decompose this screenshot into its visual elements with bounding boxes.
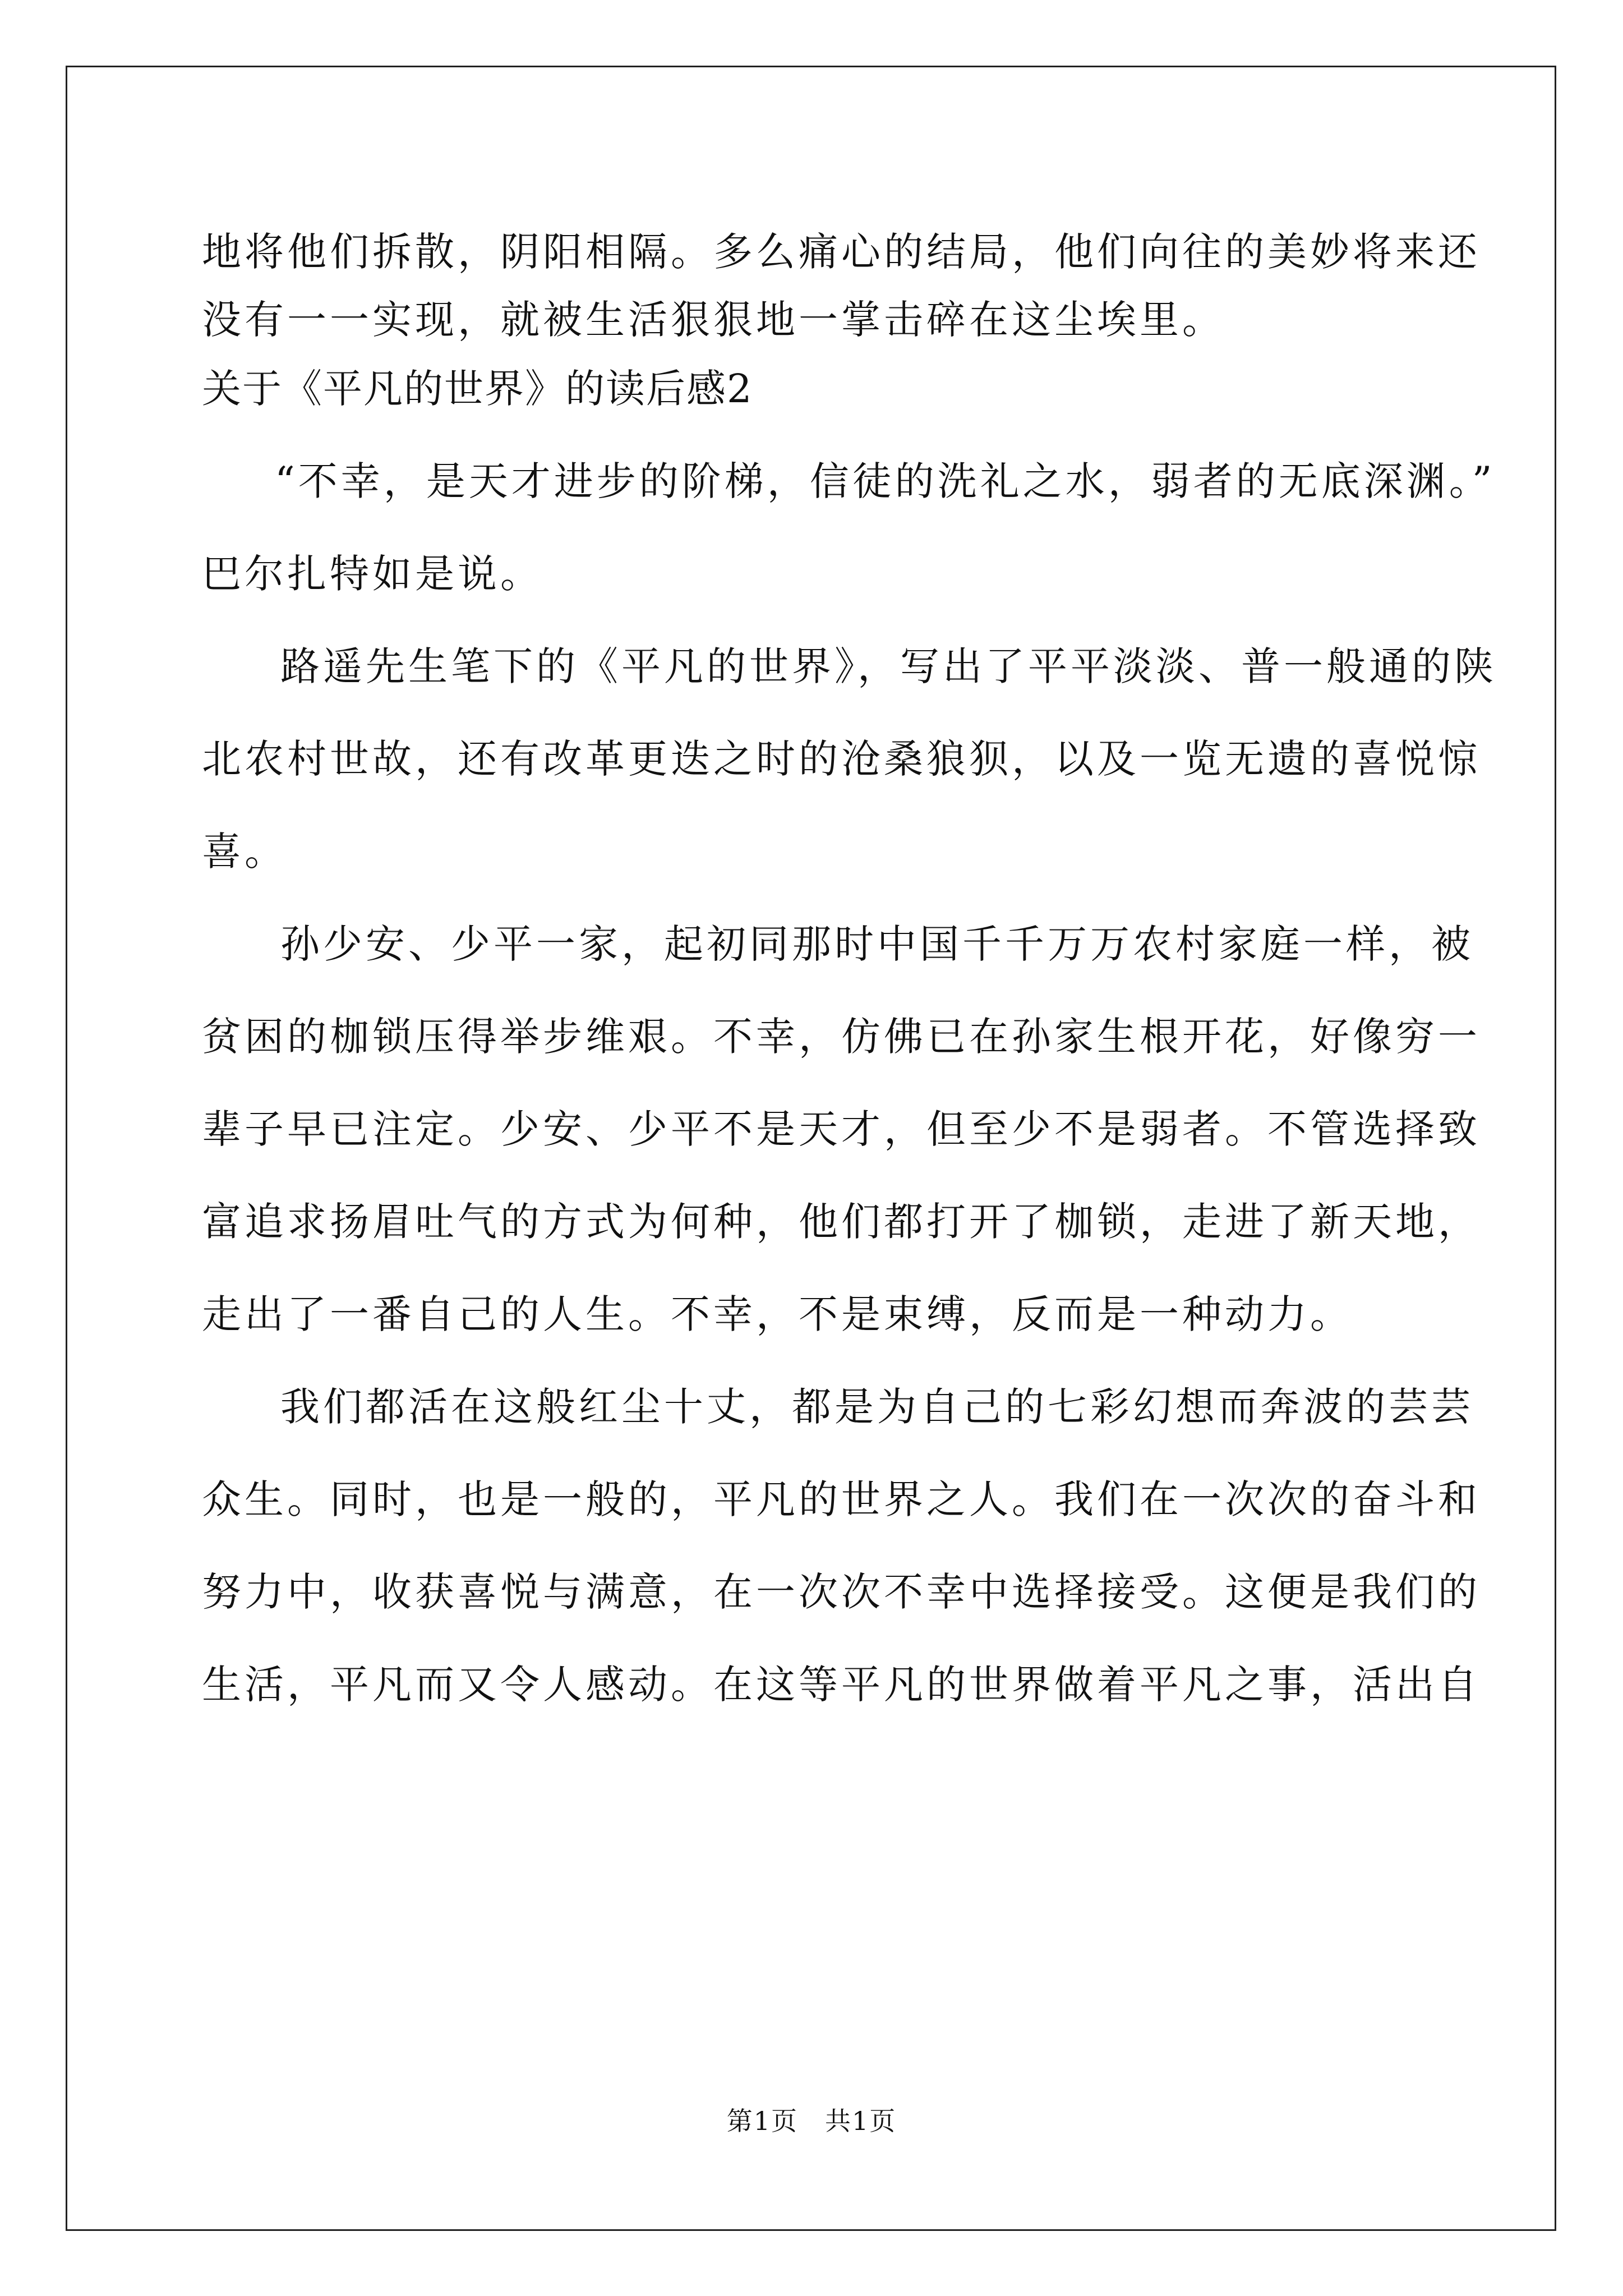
- section-heading: 关于《平凡的世界》的读后感2: [202, 366, 753, 412]
- body-line: 贫困的枷锁压得举步维艰。不幸，仿佛已在孙家生根开花，好像穷一: [202, 1014, 1481, 1060]
- page-footer: 第1页 共1页: [726, 2106, 897, 2136]
- body-line: 生活，平凡而又令人感动。在这等平凡的世界做着平凡之事，活出自: [202, 1662, 1481, 1708]
- paragraph-first-line: 路遥先生笔下的《平凡的世界》，写出了平平淡淡、普一般通的陕: [280, 643, 1497, 689]
- body-line: 辈子早已注定。少安、少平不是天才，但至少不是弱者。不管选择致: [202, 1106, 1481, 1152]
- body-line: 走出了一番自己的人生。不幸，不是束缚，反而是一种动力。: [202, 1291, 1353, 1337]
- paragraph-first-line: 我们都活在这般红尘十丈，都是为自己的七彩幻想而奔波的芸芸: [280, 1384, 1474, 1430]
- quote-line: “不幸，是天才进步的阶梯，信徒的洗礼之水，弱者的无底深渊。”: [275, 458, 1496, 504]
- body-line: 众生。同时，也是一般的，平凡的世界之人。我们在一次次的奋斗和: [202, 1476, 1481, 1522]
- body-line: 巴尔扎特如是说。: [202, 551, 543, 597]
- body-line: 没有一一实现，就被生活狠狠地一掌击碎在这尘埃里。: [202, 297, 1225, 343]
- body-line: 努力中，收获喜悦与满意，在一次次不幸中选择接受。这便是我们的: [202, 1569, 1481, 1615]
- paragraph-first-line: 孙少安、少平一家，起初同那时中国千千万万农村家庭一样，被: [280, 921, 1474, 967]
- body-line: 北农村世故，还有改革更迭之时的沧桑狼狈，以及一览无遗的喜悦惊: [202, 736, 1481, 782]
- body-line: 富追求扬眉吐气的方式为何种，他们都打开了枷锁，走进了新天地，: [202, 1199, 1481, 1245]
- body-line: 地将他们拆散，阴阳相隔。多么痛心的结局，他们向往的美妙将来还: [202, 229, 1481, 275]
- body-line: 喜。: [202, 829, 287, 875]
